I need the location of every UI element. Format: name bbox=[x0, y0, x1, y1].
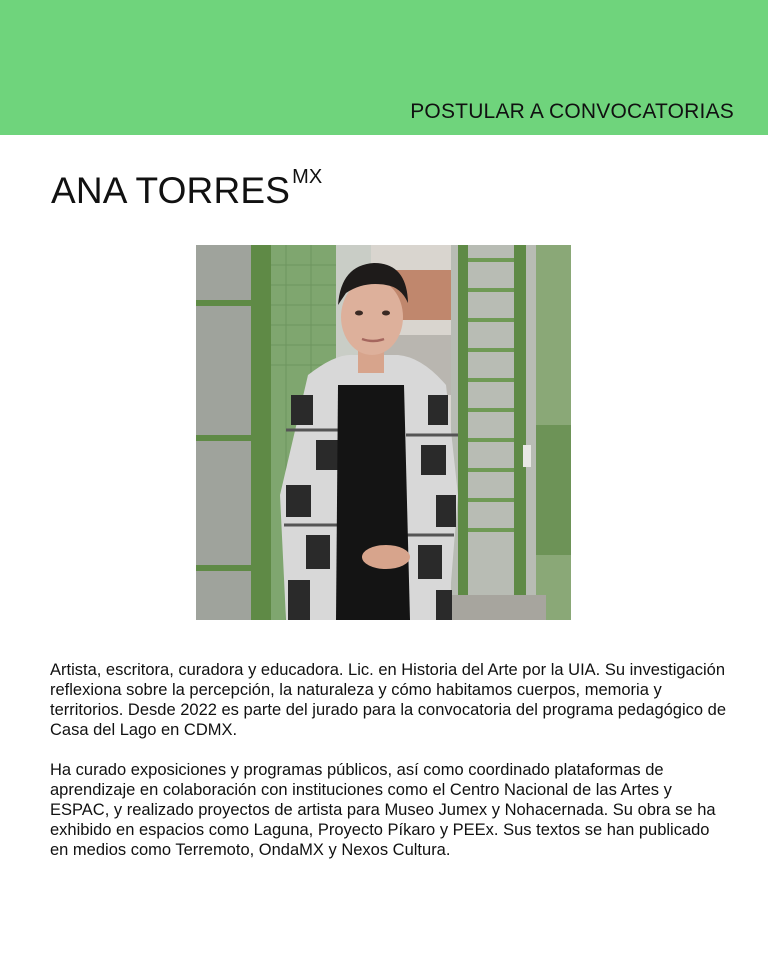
country-code: MX bbox=[292, 166, 323, 188]
profile-title bbox=[51, 166, 323, 212]
bio-text bbox=[50, 660, 730, 880]
bio-paragraph-1: Artista, escritora, curadora y educadora. Lic. en Historia del Arte por la UIA. Su investigación reflexiona sobre la percepción, la naturaleza y cómo habitamos cuerpos, memoria y territorios. Desde 2022 es parte del jurado para la convocatoria del programa pedagógico de Casa del Lago en CDMX. bbox=[50, 661, 727, 739]
profile-name: ANA TORRES bbox=[51, 170, 291, 211]
header-bar bbox=[0, 0, 768, 135]
portrait-illustration bbox=[196, 245, 571, 620]
apply-calls-link[interactable]: POSTULAR A CONVOCATORIAS bbox=[410, 100, 734, 123]
profile-photo bbox=[196, 245, 571, 620]
bio-paragraph-2: Ha curado exposiciones y programas públicos, así como coordinado plataformas de aprendizaje en colaboración con instituciones como el Centro Nacional de las Artes y ESPAC, y realizado proyectos de artista para Museo Jumex y Nohacernada. Su obra se ha exhibido en espacios como Laguna, Proyecto Píkaro y PEEx. Sus textos se han publicado en medios como Terremoto, OndaMX y Nexos Cultura. bbox=[50, 761, 716, 859]
